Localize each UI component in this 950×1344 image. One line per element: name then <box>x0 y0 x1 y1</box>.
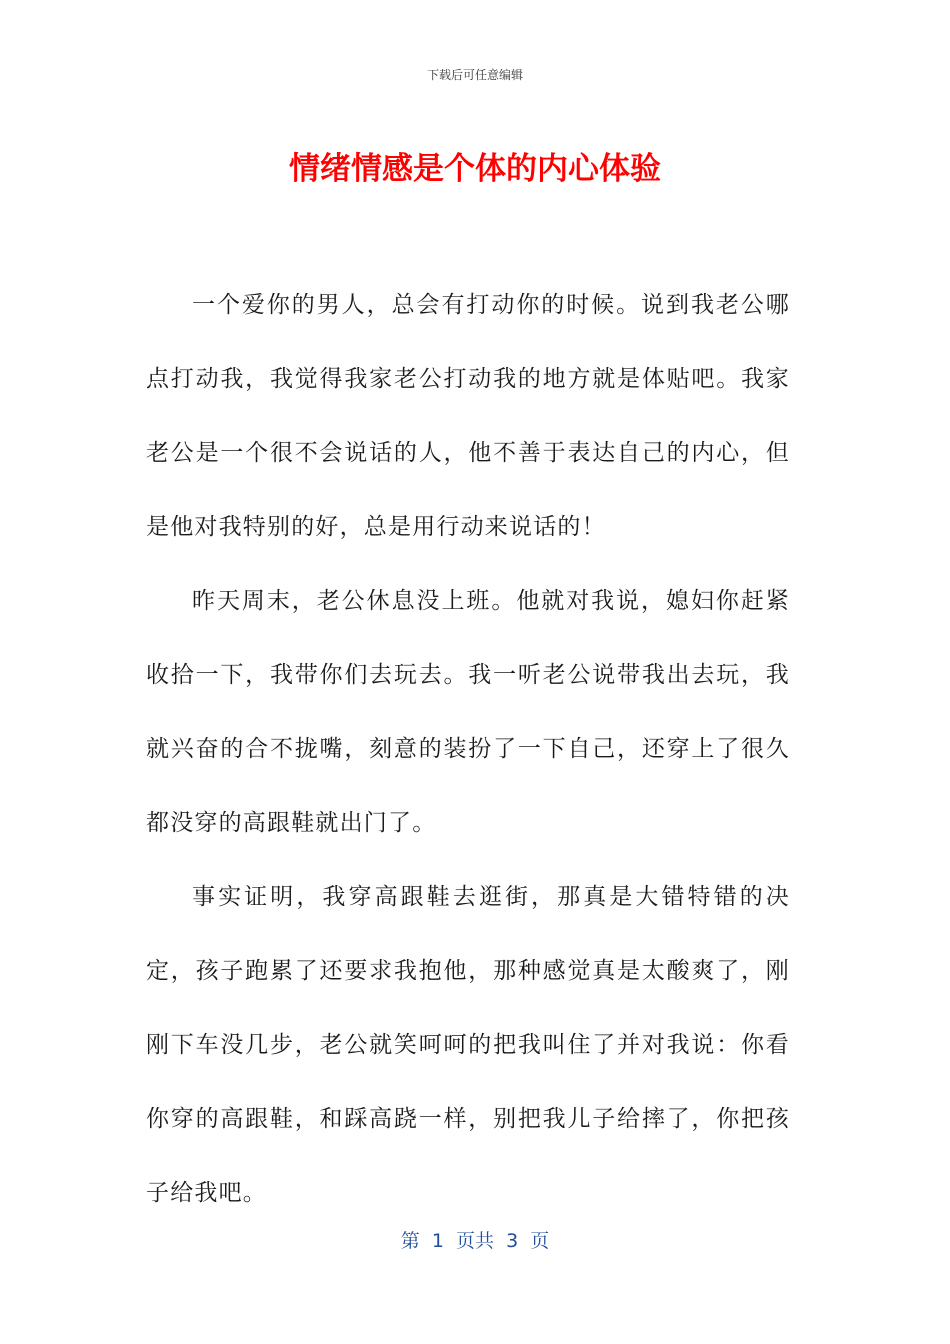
document-title: 情绪情感是个体的内心体验 <box>289 151 661 187</box>
page-footer: 第 1 页共 3 页 <box>400 1230 550 1252</box>
document-body <box>146 268 790 1230</box>
paragraph: 一个爱你的男人，总会有打动你的时候。说到我老公哪点打动我，我觉得我家老公打动我的地方就是体贴吧。我家老公是一个很不会说话的人，他不善于表达自己的内心，但是他对我特别的好，总是用行动来说话的！ <box>146 292 790 540</box>
header-note: 下载后可任意编辑 <box>426 68 523 82</box>
paragraph: 事实证明，我穿高跟鞋去逛街，那真是大错特错的决定，孩子跑累了还要求我抱他，那种感觉真是太酸爽了，刚刚下车没几步，老公就笑呵呵的把我叫住了并对我说：你看你穿的高跟鞋，和踩高跷一样，别把我儿子给摔了，你把孩子给我吧。 <box>146 884 790 1206</box>
paragraph: 昨天周末，老公休息没上班。他就对我说，媳妇你赶紧收拾一下，我带你们去玩去。我一听老公说带我出去玩，我就兴奋的合不拢嘴，刻意的装扮了一下自己，还穿上了很久都没穿的高跟鞋就出门了。 <box>146 588 790 836</box>
